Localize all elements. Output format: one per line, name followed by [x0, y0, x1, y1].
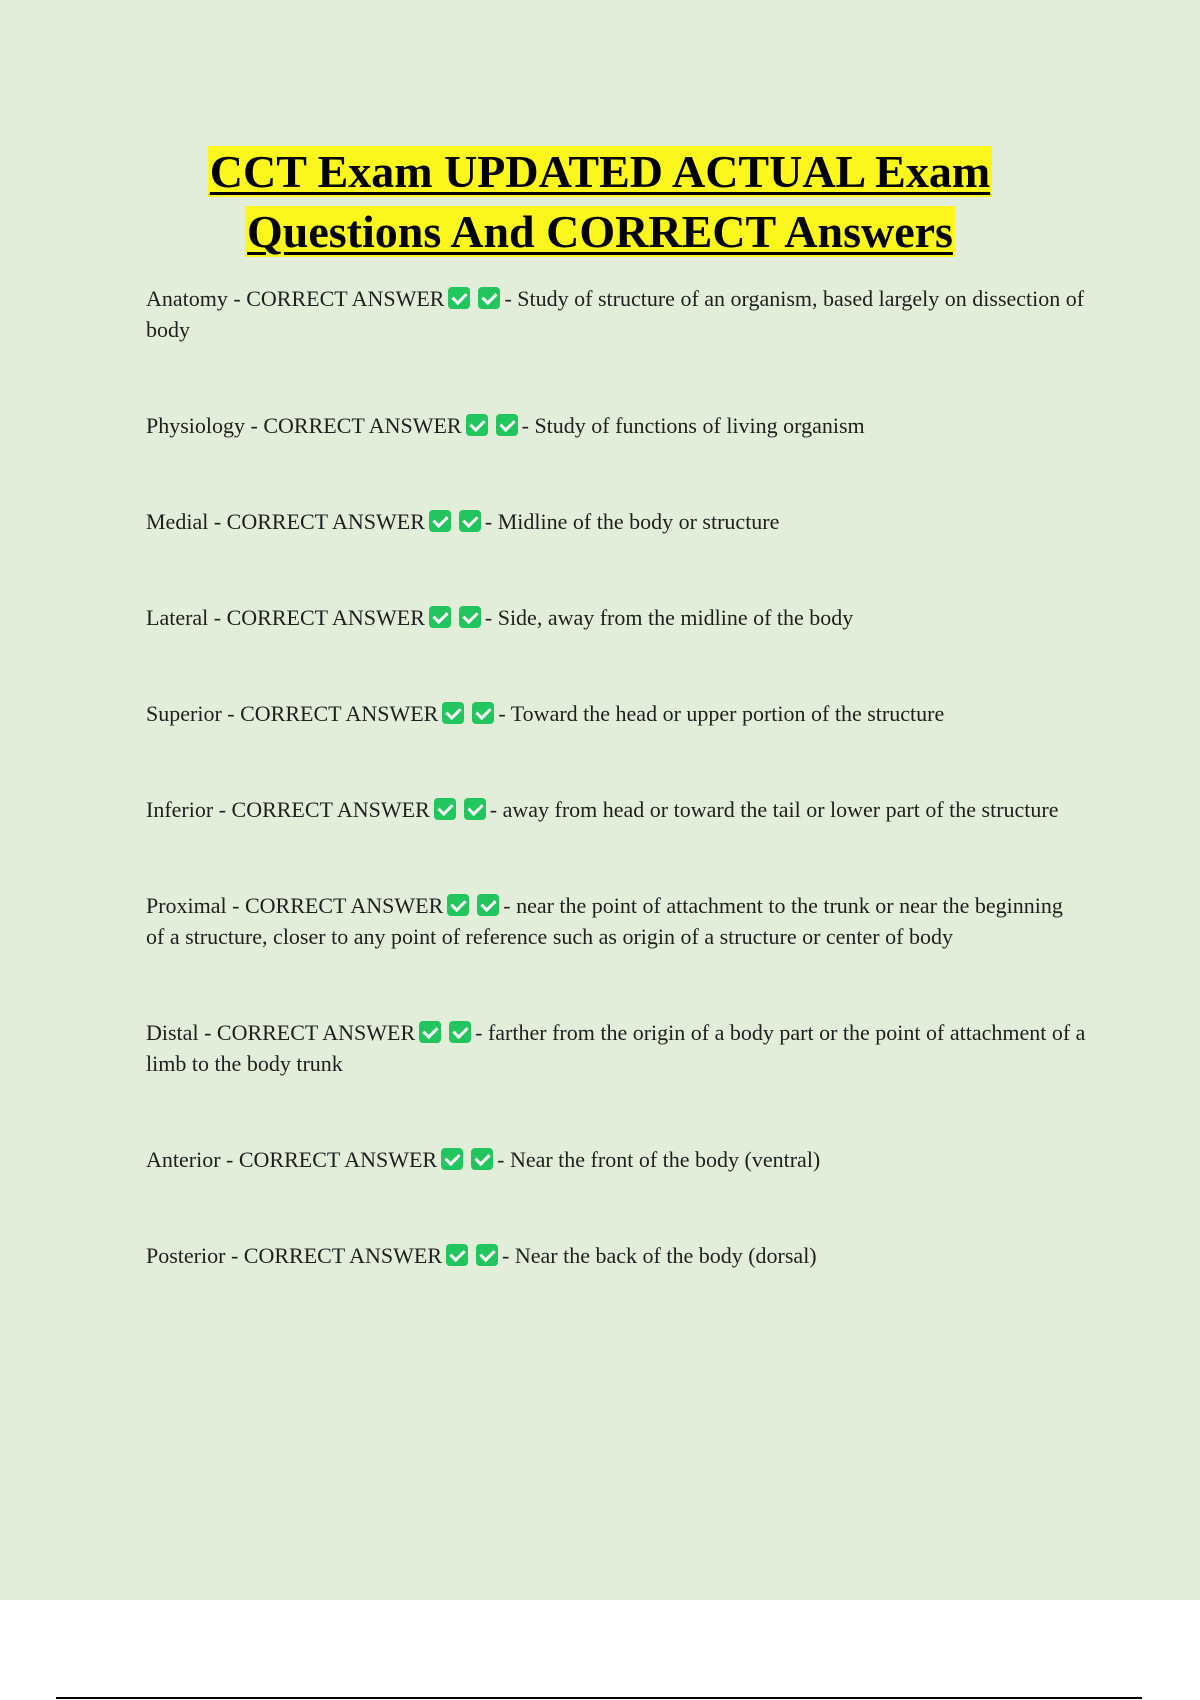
- entry-term: Posterior: [146, 1243, 226, 1268]
- check-icon: [477, 894, 499, 916]
- entry-answer-label: CORRECT ANSWER: [226, 605, 425, 630]
- entry-term: Medial: [146, 509, 209, 534]
- title-line-2: Questions And CORRECT Answers: [247, 206, 953, 257]
- entry-answer-label: CORRECT ANSWER: [238, 1147, 438, 1172]
- check-icon: [441, 1148, 463, 1170]
- check-icon: [434, 798, 456, 820]
- check-icon: [472, 702, 494, 724]
- definition-entry-posterior: Posterior - CORRECT ANSWER - Near the back of the body (dorsal): [146, 1243, 817, 1268]
- entry-definition: away from head or toward the tail or lower part of the structure: [502, 797, 1059, 822]
- check-icon: [459, 606, 481, 628]
- check-icon: [476, 1244, 498, 1266]
- check-icon: [448, 287, 470, 309]
- check-icon: [442, 702, 464, 724]
- entry-answer-label: CORRECT ANSWER: [243, 1243, 443, 1268]
- definition-entry-inferior: Inferior - CORRECT ANSWER - away from head or toward the tail or lower part of the structure: [146, 797, 1059, 822]
- entry-answer-label: CORRECT ANSWER: [240, 701, 439, 726]
- entry-definition: near the point of attachment to the trunk or near the beginning of a structure, closer to any point of reference such as origin of a structure or center of body: [146, 893, 1063, 949]
- check-icon: [464, 798, 486, 820]
- check-icon: [466, 414, 488, 436]
- document-title: [0, 142, 1200, 262]
- entry-term: Anterior: [146, 1147, 221, 1172]
- check-icon: [447, 894, 469, 916]
- entry-definition: Midline of the body or structure: [497, 509, 780, 534]
- definition-entry-proximal: Proximal - CORRECT ANSWER - near the point of attachment to the trunk or near the beginning of a structure, closer to any point of reference such as origin of a structure or center of body: [146, 893, 1063, 949]
- check-icon: [459, 510, 481, 532]
- entry-definition: Side, away from the midline of the body: [497, 605, 854, 630]
- entry-definition: farther from the origin of a body part or the point of attachment of a limb to the body trunk: [146, 1020, 1086, 1076]
- check-icon: [449, 1021, 471, 1043]
- entry-term: Proximal: [146, 893, 227, 918]
- entry-definition: Near the front of the body (ventral): [509, 1147, 821, 1172]
- entry-term: Lateral: [146, 605, 209, 630]
- check-icon: [471, 1148, 493, 1170]
- entry-definition: Toward the head or upper portion of the structure: [510, 701, 945, 726]
- entry-answer-label: CORRECT ANSWER: [226, 509, 425, 534]
- entry-term: Anatomy: [146, 286, 228, 311]
- entry-definition: Near the back of the body (dorsal): [514, 1243, 817, 1268]
- definition-entry-superior: Superior - CORRECT ANSWER - Toward the head or upper portion of the structure: [146, 701, 945, 726]
- check-icon: [446, 1244, 468, 1266]
- definition-entry-medial: Medial - CORRECT ANSWER - Midline of the body or structure: [146, 509, 780, 534]
- entry-answer-label: CORRECT ANSWER: [245, 893, 444, 918]
- check-icon: [496, 414, 518, 436]
- entry-term: Inferior: [146, 797, 214, 822]
- entry-term: Distal: [146, 1020, 199, 1045]
- definition-entry-lateral: Lateral - CORRECT ANSWER - Side, away from the midline of the body: [146, 605, 854, 630]
- entry-definition: Study of structure of an organism, based largely on dissection of body: [146, 286, 1085, 342]
- title-line-1: CCT Exam UPDATED ACTUAL Exam: [209, 146, 991, 197]
- check-icon: [419, 1021, 441, 1043]
- entry-answer-label: CORRECT ANSWER: [231, 797, 430, 822]
- footer-divider: [56, 1697, 1142, 1699]
- check-icon: [429, 606, 451, 628]
- definition-entry-anatomy: Anatomy - CORRECT ANSWER - Study of structure of an organism, based largely on dissection of body: [146, 286, 1085, 342]
- definition-entry-anterior: Anterior - CORRECT ANSWER - Near the front of the body (ventral): [146, 1147, 821, 1172]
- definition-list: [146, 283, 1086, 1336]
- check-icon: [478, 287, 500, 309]
- entry-definition: Study of functions of living organism: [534, 413, 865, 438]
- entry-term: Superior: [146, 701, 222, 726]
- check-icon: [429, 510, 451, 532]
- entry-answer-label: CORRECT ANSWER: [216, 1020, 416, 1045]
- entry-answer-label: CORRECT ANSWER: [246, 286, 445, 311]
- entry-answer-label: CORRECT ANSWER: [263, 413, 462, 438]
- entry-term: Physiology: [146, 413, 246, 438]
- definition-entry-distal: Distal - CORRECT ANSWER - farther from the origin of a body part or the point of attachment of a limb to the body trunk: [146, 1020, 1086, 1076]
- definition-entry-physiology: Physiology - CORRECT ANSWER - Study of functions of living organism: [146, 413, 865, 438]
